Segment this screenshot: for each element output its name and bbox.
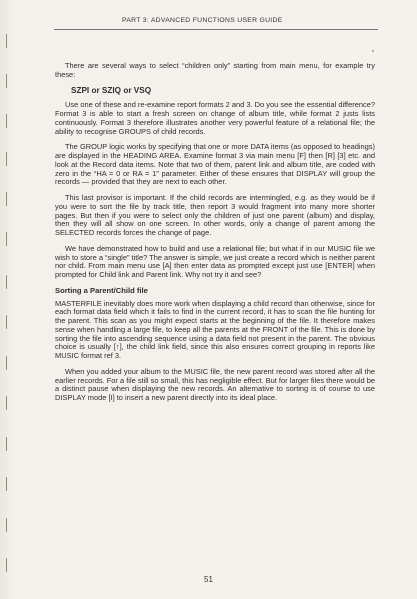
- binding-tick: [6, 437, 7, 451]
- header-rule: [54, 29, 378, 30]
- paragraph: MASTERFILE inevitably does more work when displaying a child record than otherwise, since for each format data field which it fails to find in the current record, it has to scan the file hunting for the parent. This scan as you might expect starts at the beginning of the file. It therefore makes sense when handling a large file, to keep all the parents at the FRONT of the file. This is done by sorting the file into ascending sequence using a data field not present in the parent. The obvious choice is usually [↑], the child link field, since this also ensures correct grouping in reports like MUSIC format ref 3.: [55, 298, 375, 360]
- print-mark: [372, 50, 374, 52]
- paragraph: When you added your album to the MUSIC file, the new parent record was stored after all the earlier records. For a file still so small, this has negligible effect. But for larger files there would be a distinct pause when displaying the new records. An alternative to sorting is of course to use DISPLAY mode [I] to insert a new parent directly into its ideal place.: [55, 366, 375, 402]
- binding-tick: [6, 114, 7, 128]
- binding-tick: [6, 356, 7, 370]
- paragraph: We have demonstrated how to build and use a relational file; but what if in our MUSIC file we wish to store a “single” title? The answer is simple, we just create a record which is neither parent nor child. From main menu use [A] then enter data as prompted except just use [ENTER] when prompted for Child link and Parent link. Why not try it and see?: [55, 243, 375, 279]
- binding-tick: [6, 74, 7, 88]
- example-commands: SZPI or SZIQ or VSQ: [71, 85, 152, 95]
- binding-tick: [6, 34, 7, 48]
- header-title: PART 3: ADVANCED FUNCTIONS USER GUIDE: [122, 17, 283, 24]
- paragraph: Use one of these and re-examine report formats 2 and 3. Do you see the essential difference? Format 3 is able to start a fresh screen on change of album title, while format 2 justs lists continuously. Format 3 therefore illustrates another very powerful feature of a relational file; the ability to recognise GROUPS of child records.: [55, 100, 375, 136]
- paragraph-intro: There are several ways to select “children only” starting from main menu, for example try these:: [55, 61, 375, 79]
- binding-tick: [6, 275, 7, 289]
- running-header: [52, 17, 382, 24]
- binding-margin: [6, 0, 12, 599]
- binding-tick: [6, 192, 7, 206]
- binding-tick: [6, 518, 7, 532]
- binding-tick: [6, 232, 7, 246]
- binding-tick: [6, 396, 7, 410]
- section-heading: Sorting a Parent/Child file: [55, 285, 148, 295]
- page-number: 51: [204, 575, 213, 584]
- body-text: [55, 62, 375, 410]
- paragraph: The GROUP logic works by specifying that one or more DATA items (as opposed to headings) are displayed in the HEADING AREA. Examine format 3 via main menu [F] then [R] [3] etc. and look at the Record data items. Note that two of them, parent link and album title, are coded with zero in the “HA = 0 or RA = 1” parameter. Either of these ensures that DISPLAY will group the records — provided that they are next to each other.: [55, 142, 375, 187]
- paragraph: This last provisor is important. If the child records are intermingled, e.g. as they would be if you were to sort the file by track title, then report 3 would fragment into many more shorter pages. But then if you were to select only the children of just one parent (album) and display, then they will all show on one screen. In other words, only a change of parent among the SELECTED records forces the change of page.: [55, 193, 375, 237]
- binding-tick: [6, 558, 7, 572]
- binding-tick: [6, 152, 7, 166]
- binding-tick: [6, 315, 7, 329]
- binding-tick: [6, 477, 7, 491]
